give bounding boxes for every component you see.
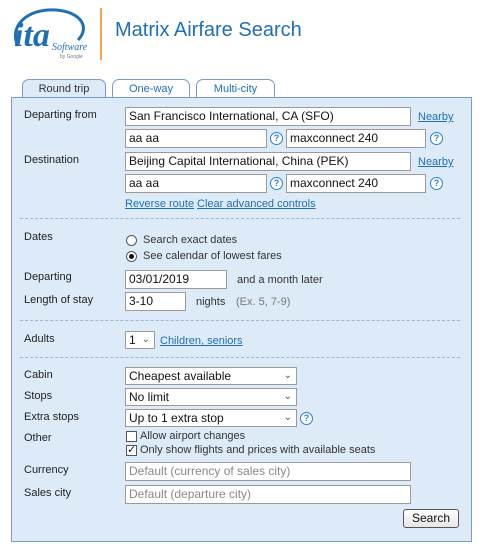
length-of-stay-label: Length of stay [24,294,94,306]
ita-software-logo [8,6,92,64]
allow-airport-changes-label: Allow airport changes [140,430,246,442]
chevron-down-icon: ⌄ [141,334,150,345]
logo-by-text: by Google [60,54,83,60]
tab-round-trip[interactable]: Round trip [22,79,106,99]
extra-stops-select[interactable] [125,409,297,427]
tab-one-way[interactable]: One-way [112,79,190,98]
length-of-stay-hint: (Ex. 5, 7-9) [236,296,291,308]
destination-routing-input[interactable]: aa aa [125,174,267,193]
adults-label: Adults [24,333,55,345]
cabin-select[interactable] [125,367,297,385]
see-calendar-radio[interactable] [126,251,137,262]
chevron-down-icon: ⌄ [283,412,292,423]
destination-extension-input[interactable]: maxconnect 240 [286,174,426,193]
extra-stops-select-value: Up to 1 extra stop [129,411,224,425]
destination-extension-help-icon[interactable]: ? [430,177,443,190]
stops-select-value: No limit [129,390,170,404]
sales-city-input[interactable]: Default (departure city) [125,485,411,504]
chevron-down-icon: ⌄ [283,391,292,402]
reverse-route-link[interactable]: Reverse route [125,198,195,210]
stops-label: Stops [24,390,53,402]
origin-extension-help-icon[interactable]: ? [430,132,443,145]
destination-label: Destination [24,154,80,166]
month-later-text: and a month later [237,274,323,286]
only-available-seats-label: Only show flights and prices with available seats [140,444,376,456]
dates-label: Dates [24,231,53,243]
section-divider [20,320,460,321]
clear-advanced-controls-link[interactable]: Clear advanced controls [197,198,316,210]
destination-input[interactable]: Beijing Capital International, China (PEK) [125,152,411,171]
cabin-select-value: Cheapest available [129,369,232,383]
destination-routing-help-icon[interactable]: ? [270,177,283,190]
section-divider [20,357,460,358]
origin-input[interactable]: San Francisco International, CA (SFO) [125,107,411,126]
extra-stops-help-icon[interactable]: ? [300,412,313,425]
origin-nearby-link[interactable]: Nearby [418,111,454,123]
sales-city-label: Sales city [24,487,72,499]
extra-stops-label: Extra stops [24,411,80,423]
search-exact-dates-label: Search exact dates [143,234,238,246]
search-button[interactable]: Search [403,509,459,528]
adults-select-value: 1 [129,333,136,347]
currency-label: Currency [24,464,69,476]
header-divider [100,8,102,60]
departing-from-label: Departing from [24,109,97,121]
only-available-seats-checkbox[interactable] [126,445,137,456]
chevron-down-icon: ⌄ [283,370,292,381]
children-seniors-link[interactable]: Children, seniors [160,335,243,347]
nights-label: nights [196,296,226,308]
tab-multi-city[interactable]: Multi-city [196,79,275,98]
see-calendar-label: See calendar of lowest fares [143,250,282,262]
stops-select[interactable] [125,388,297,406]
section-divider [20,218,460,219]
logo-software-text: Software [52,42,88,53]
cabin-label: Cabin [24,369,53,381]
page-title: Matrix Airfare Search [115,19,302,41]
search-exact-dates-radio[interactable] [126,235,137,246]
length-of-stay-input[interactable]: 3-10 [125,292,186,311]
departing-date-input[interactable]: 03/01/2019 [125,270,227,289]
allow-airport-changes-checkbox[interactable] [126,431,137,442]
logo-ita-text: ita [14,17,50,54]
destination-nearby-link[interactable]: Nearby [418,156,454,168]
departing-label: Departing [24,271,72,283]
adults-select[interactable] [125,331,155,349]
origin-extension-input[interactable]: maxconnect 240 [286,129,426,148]
origin-routing-input[interactable]: aa aa [125,129,267,148]
other-label: Other [24,432,52,444]
currency-input[interactable]: Default (currency of sales city) [125,462,411,481]
origin-routing-help-icon[interactable]: ? [270,132,283,145]
